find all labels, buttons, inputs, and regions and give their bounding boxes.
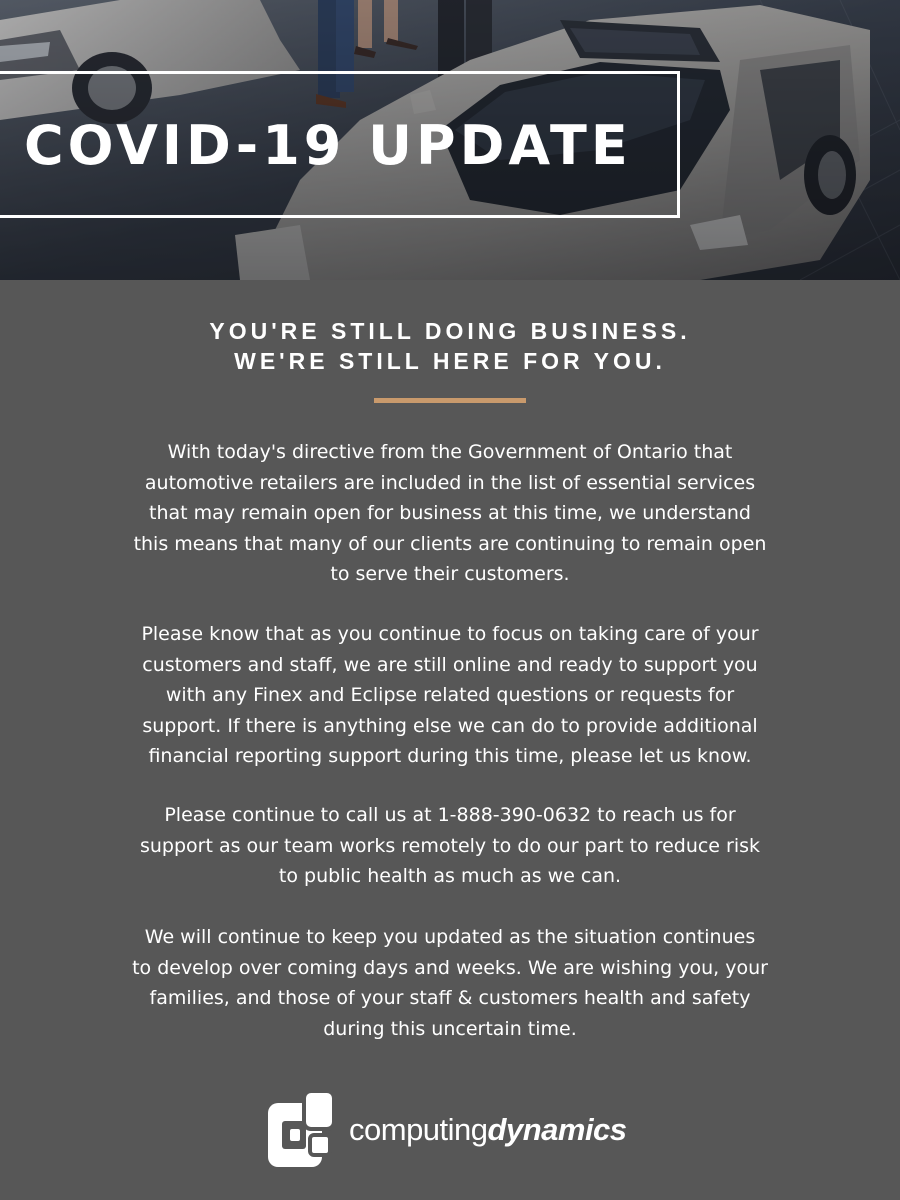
paragraph-line: customers and staff, we are still online and ready to support you bbox=[142, 653, 758, 676]
page-title: COVID-19 UPDATE bbox=[24, 114, 632, 177]
paragraph-line: during this uncertain time. bbox=[323, 1017, 577, 1040]
paragraph-line: families, and those of your staff & customers health and safety bbox=[149, 987, 751, 1009]
paragraph-line: Please know that as you continue to focus on taking care of your bbox=[141, 623, 759, 645]
subheading-line-2: WE'RE STILL HERE FOR YOU. bbox=[234, 348, 666, 374]
paragraph-line: With today's directive from the Government of Ontario that bbox=[167, 441, 733, 463]
paragraph-line: this means that many of our clients are continuing to remain open bbox=[133, 532, 767, 555]
paragraph-line: support. If there is anything else we can do to provide additional bbox=[142, 714, 758, 737]
paragraph-support bbox=[80, 619, 820, 772]
paragraph-directive bbox=[80, 437, 820, 590]
paragraph-line: to serve their customers. bbox=[330, 563, 570, 585]
logo-word-computing: computing bbox=[349, 1112, 488, 1147]
logo-word-dynamics: dynamics bbox=[487, 1112, 627, 1147]
paragraph-line: automotive retailers are included in the list of essential services bbox=[144, 471, 756, 494]
paragraph-line: that may remain open for business at this time, we understand bbox=[149, 502, 751, 524]
paragraph-line: financial reporting support during this time, please let us know. bbox=[148, 745, 752, 767]
hero-banner bbox=[0, 0, 900, 280]
company-logo bbox=[268, 1090, 627, 1170]
paragraph-line: support as our team works remotely to do our part to reduce risk bbox=[139, 834, 761, 857]
accent-divider bbox=[374, 398, 526, 403]
paragraph-closing bbox=[80, 922, 820, 1044]
paragraph-line: to public health as much as we can. bbox=[278, 865, 622, 887]
paragraph-line: Please continue to call us at 1-888-390-0632 to reach us for bbox=[164, 804, 736, 826]
logo-wordmark bbox=[349, 1112, 627, 1148]
paragraph-line: with any Finex and Eclipse related questions or requests for bbox=[165, 684, 735, 706]
paragraph-line: to develop over coming days and weeks. We are wishing you, your bbox=[132, 956, 768, 979]
computing-dynamics-logo-icon bbox=[268, 1091, 334, 1169]
paragraph-contact bbox=[80, 800, 820, 892]
paragraph-line: We will continue to keep you updated as the situation continues bbox=[144, 926, 756, 948]
subheading-line-1: YOU'RE STILL DOING BUSINESS. bbox=[209, 318, 691, 344]
subheading bbox=[0, 316, 900, 376]
